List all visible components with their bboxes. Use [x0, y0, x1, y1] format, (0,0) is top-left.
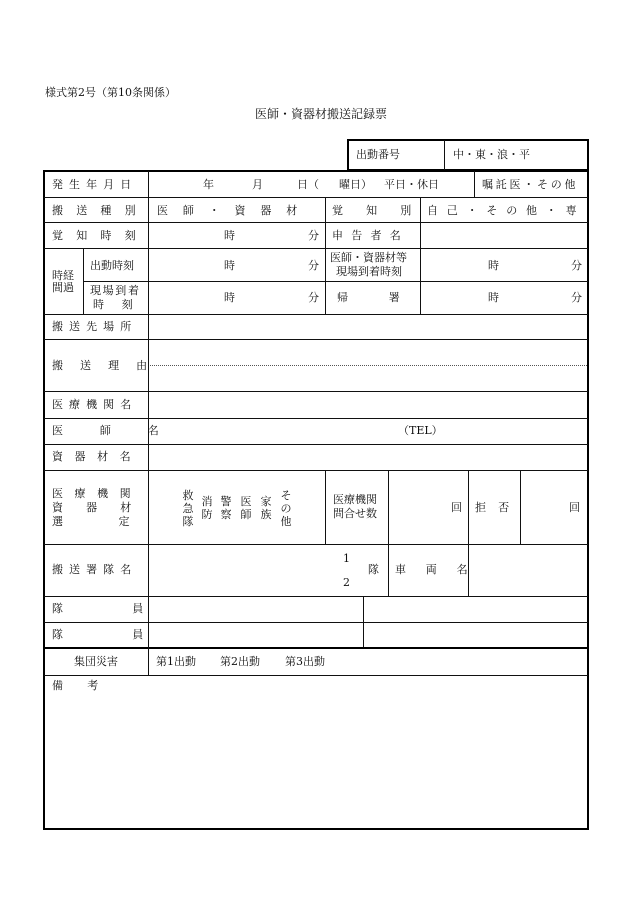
return-label: 帰署: [337, 291, 441, 304]
third-dispatch-option[interactable]: 第3出動: [285, 655, 325, 668]
doctor-arrival-label: 医師・資器材等: [330, 251, 407, 264]
selection-option[interactable]: 救 急 隊: [182, 488, 194, 528]
selection-option[interactable]: そ の 他: [280, 488, 292, 528]
remarks-area[interactable]: [46, 695, 586, 827]
second-dispatch-option[interactable]: 第2出動: [220, 655, 260, 668]
reason-label: 搬送理由: [52, 359, 165, 372]
daytype-option[interactable]: 平日・休日: [384, 178, 439, 191]
selection-option[interactable]: 家 族: [260, 495, 272, 521]
elapsed-label: 時経 間過: [52, 269, 74, 294]
inquiry-label: 医療機関: [333, 493, 377, 506]
recognition-type-option[interactable]: 自己・その他・専: [427, 204, 586, 217]
form-number: 様式第2号（第10条関係）: [45, 86, 176, 99]
doctor-label: 医師名: [52, 424, 196, 437]
selection-option[interactable]: 医 師: [240, 495, 252, 521]
dispatch-stations[interactable]: 中・東・浪・平: [453, 148, 530, 161]
transport-type-option[interactable]: 医師・資器材: [157, 204, 313, 217]
vehicle-label: 車両名: [395, 563, 488, 576]
remarks-label: 備考: [52, 679, 123, 692]
equipment-label: 資器材名: [52, 450, 143, 463]
institution-label: 医療機関名: [52, 398, 138, 411]
selection-label: 医療機関: [52, 487, 143, 500]
selection-option[interactable]: 消 防: [201, 495, 213, 521]
tel-label: （TEL）: [398, 424, 443, 437]
commission-option[interactable]: 嘱託医・その他: [482, 178, 579, 191]
form-title: 医師・資器材搬送記録票: [255, 107, 388, 121]
member-label-2: 隊員: [52, 628, 213, 641]
member-label-1: 隊員: [52, 602, 213, 615]
date-label: 発生年月日: [52, 178, 138, 191]
disaster-label: 集団災害: [74, 655, 118, 668]
site-arrival-label: 現場到着: [90, 284, 141, 297]
unit-label: 搬送署隊名: [52, 563, 138, 576]
recognition-type-label: 覚知別: [332, 204, 435, 217]
reporter-label: 申告者名: [332, 229, 409, 242]
departure-time-label: 出動時刻: [90, 259, 134, 272]
refusal-label: 拒否: [475, 501, 522, 514]
recognition-time-label: 覚知時刻: [52, 229, 149, 242]
first-dispatch-option[interactable]: 第1出動: [156, 655, 196, 668]
selection-option[interactable]: 警 察: [220, 495, 232, 521]
destination-label: 搬送先場所: [52, 320, 138, 333]
dispatch-number-label: 出動番号: [356, 148, 400, 161]
transport-type-label: 搬送種別: [52, 204, 149, 217]
